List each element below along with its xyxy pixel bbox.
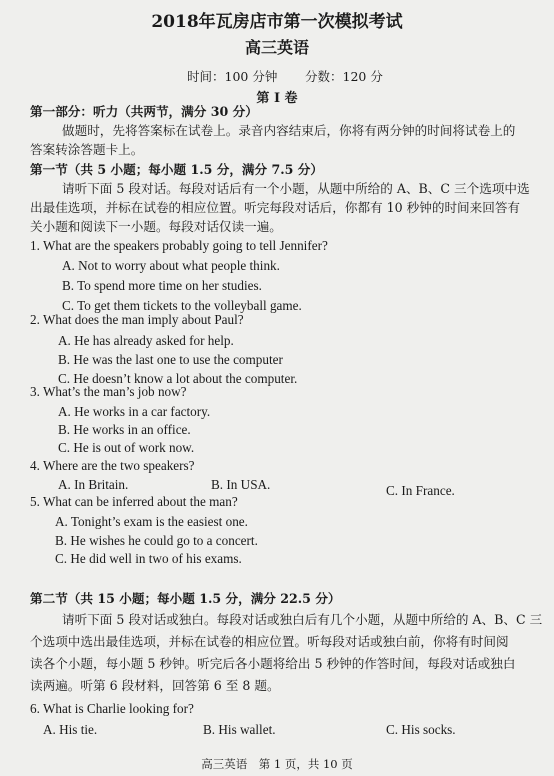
page-footer: 高三英语 第 1 页，共 10 页 [201, 757, 353, 771]
question-stem: 1. What are the speakers probably going to tell Jennifer? [30, 238, 328, 253]
section1-instruction-line: 请听下面 5 段对话。每段对话后有一个小题，从题中所给的 A、B、C 三个选项中选 [62, 181, 530, 196]
question-option: A. Tonight’s exam is the easiest one. [55, 514, 248, 529]
part1-instruction-line: 做题时，先将答案标在试卷上。录音内容结束后，你将有两分钟的时间将试卷上的 [62, 123, 516, 138]
section2-instruction-line: 个选项中选出最佳选项，并标在试卷的相应位置。听每段对话或独白前，你将有时间阅 [30, 634, 509, 649]
question-option: C. He doesn’t know a lot about the computer. [58, 371, 298, 386]
score-label: 分数：120 分 [305, 69, 383, 84]
question-option: A. In Britain. [58, 477, 129, 492]
question-stem: 4. Where are the two speakers? [30, 458, 195, 473]
part1-instruction-line: 答案转涂答题卡上。 [30, 142, 144, 157]
section1-instruction-line: 出最佳选项，并标在试卷的相应位置。听完每段对话后，你都有 10 秒钟的时间来回答有 [30, 200, 521, 215]
question-option: C. His socks. [386, 722, 456, 737]
section2-instruction-line: 读各个小题，每小题 5 秒钟。听完后各小题将给出 5 秒钟的作答时间，每段对话或独白 [30, 656, 516, 671]
question-stem: 6. What is Charlie looking for? [30, 701, 194, 716]
question-option: A. His tie. [43, 722, 98, 737]
question-option: C. To get them tickets to the volleyball game. [62, 298, 302, 313]
question-stem: 2. What does the man imply about Paul? [30, 312, 244, 327]
question-option: B. To spend more time on her studies. [62, 278, 262, 293]
section1-heading: 第一节（共 5 小题；每小题 1.5 分，满分 7.5 分） [30, 162, 323, 177]
volume-label: 第 I 卷 [256, 91, 298, 106]
section2-instruction-line: 读两遍。听第 6 段材料，回答第 6 至 8 题。 [30, 678, 280, 693]
question-option: B. His wallet. [203, 722, 276, 737]
section2-heading: 第二节（共 15 小题；每小题 1.5 分，满分 22.5 分） [30, 591, 341, 606]
question-stem: 3. What’s the man’s job now? [30, 384, 187, 399]
question-option: B. He works in an office. [58, 422, 191, 437]
question-option: B. In USA. [211, 477, 271, 492]
time-label: 时间：100 分钟 [187, 69, 278, 84]
question-option: C. He did well in two of his exams. [55, 551, 242, 566]
section2-instruction-line: 请听下面 5 段对话或独白。每段对话或独白后有几个小题，从题中所给的 A、B、C 三 [62, 612, 543, 627]
question-option: A. He has already asked for help. [58, 333, 234, 348]
question-option: B. He wishes he could go to a concert. [55, 533, 258, 548]
question-stem: 5. What can be inferred about the man? [30, 494, 238, 509]
question-option: C. In France. [386, 483, 455, 498]
exam-title: 2018年瓦房店市第一次模拟考试 [151, 12, 403, 32]
section1-instruction-line: 关小题和阅读下一小题。每段对话仅读一遍。 [30, 219, 282, 234]
question-option: A. He works in a car factory. [58, 404, 211, 419]
question-option: C. He is out of work now. [58, 440, 195, 455]
subject-title: 高三英语 [244, 38, 309, 57]
question-option: B. He was the last one to use the computer [58, 352, 283, 367]
question-option: A. Not to worry about what people think. [62, 258, 280, 273]
part1-heading: 第一部分：听力（共两节，满分 30 分） [30, 104, 258, 119]
